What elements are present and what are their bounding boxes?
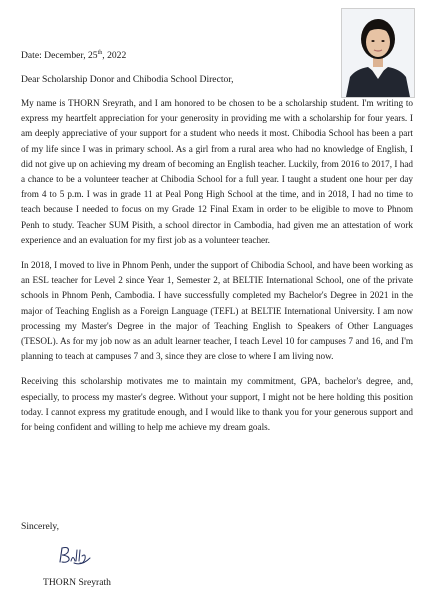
date-text: Date: December, 25: [21, 50, 98, 61]
closing: Sincerely,: [21, 521, 60, 532]
date-ordinal: th: [97, 49, 103, 56]
paragraph-2: In 2018, I moved to live in Phnom Penh, under the support of Chibodia School, and have been working as an ESL teacher for Level 2 since Year 1, Semester 2, at BELTIE International School, one of the private schools in Phnom Penh, Cambodia. I have successfully completed my Bachelor's Degree in 2021 in the major of Teaching English as a Foreign Language (TEFL) at BELTIE International University. I am now processing my Master's Degree in the major of Teaching English to Speakers of Other Languages (TESOL). As for my job now as an adult learner teacher, I teach Level 10 for campuses 7 and 16, and I'm planning to teach at campuses 7 and 3, since they are close to where I am living now.: [21, 260, 413, 362]
signature-image: [56, 544, 92, 566]
paragraph-1: My name is THORN Sreyrath, and I am honored to be chosen to be a scholarship student. I'm writing to express my heartfelt appreciation for your generosity in providing me with a scholarship for four years. I am deeply appreciative of your support for a student who needs it most. Chibodia School has been a part of my life since I was in primary school. As a girl from a rural area who had no knowledge of English, I did not give up on achieving my dream of becoming an English teacher. Luckily, from 2016 to 2017, I had a chance to be a volunteer teacher at Chibodia School for a full year. I taught a student one hour per day from 4 to 5 p.m. I was in grade 11 at Peal Pong High School at the time, and in 2018, I had no time to teach because I needed to focus on my Grade 12 Final Exam in order to be eligible to move to Phnom Penh to study. Teacher SUM Pisith, a school director in Cambodia, had given me an attestation of work experience and an evaluation for my first job as a volunteer teacher.: [21, 98, 413, 245]
portrait-photo: [341, 8, 415, 98]
paragraph-3: Receiving this scholarship motivates me to maintain my commitment, GPA, bachelor's degree, and, especially, to process my master's degree. Without your support, I might not be here holding this position today. I cannot express my gratitude enough, and I would like to thank you for your generous support and for being confident and willing to help me achieve my dream goals.: [21, 376, 413, 433]
portrait-icon: [342, 9, 414, 97]
salutation: Dear Scholarship Donor and Chibodia School Director,: [21, 74, 234, 85]
date-year: , 2022: [102, 50, 127, 61]
signature-icon: [56, 544, 92, 566]
letter-date: [21, 50, 126, 62]
letter-body: [21, 96, 413, 445]
signer-name: THORN Sreyrath: [43, 577, 111, 588]
